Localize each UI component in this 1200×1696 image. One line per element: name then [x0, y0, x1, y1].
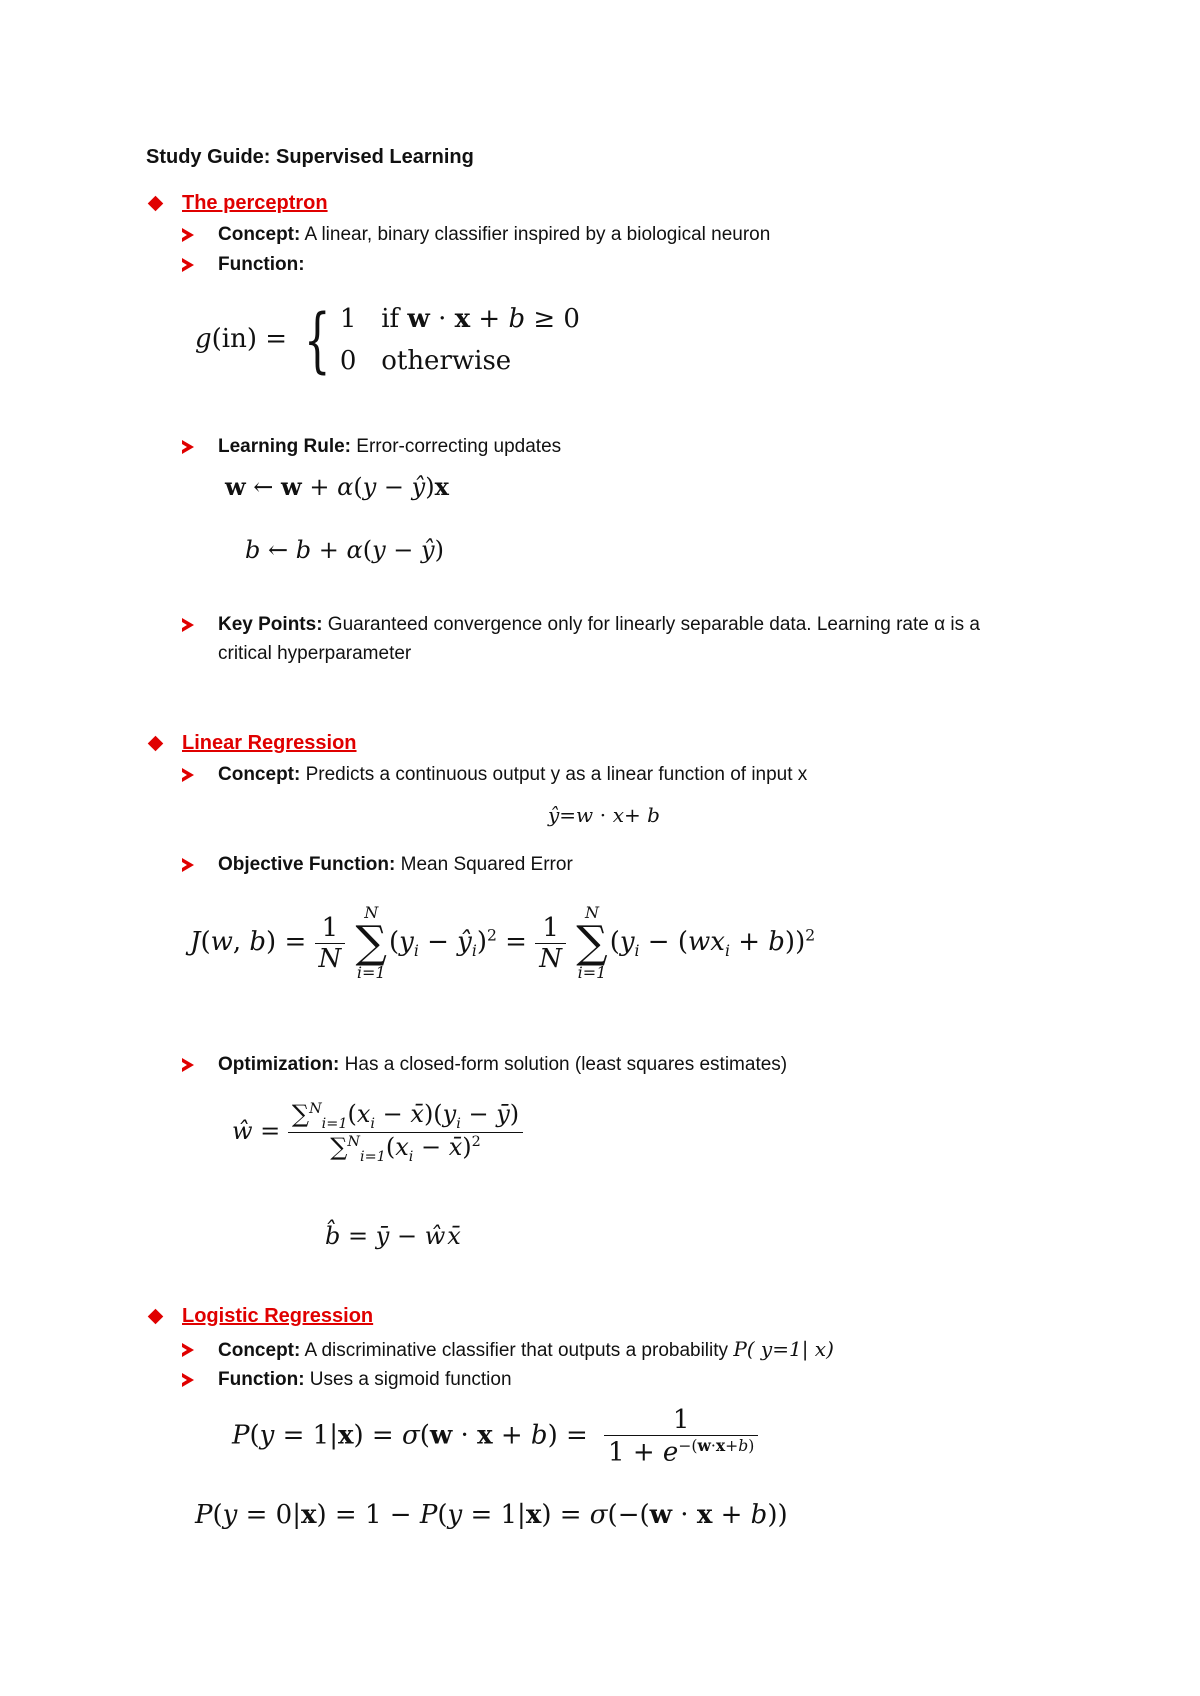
equation-p-zero: P(y = 0|x) = 1 − P(y = 1|x) = σ(−(w · x + b)) [195, 1500, 788, 1530]
arrow-bullet-icon [182, 618, 194, 632]
probability-expression: P( y=1| x) [733, 1337, 834, 1361]
section-heading: The perceptron [182, 192, 328, 214]
arrow-bullet-icon [182, 1058, 194, 1072]
bullet-text: Uses a sigmoid function [304, 1369, 512, 1390]
equation-w-hat: ŵ = $\frac{\sum^N_{i=1}(x_i - x̄)(y_i - ȳ)}{\sum^N_{i=1}(x_i - x̄)^2}$ [232, 1100, 523, 1165]
section-heading: Logistic Regression [182, 1305, 374, 1327]
arrow-bullet-icon [182, 258, 194, 272]
bullet-text: Predicts a continuous output y as a linear function of input x [300, 764, 808, 785]
arrow-bullet-icon [182, 858, 194, 872]
bullet-text: A discriminative classifier that outputs a probability [300, 1340, 734, 1361]
bullet-label: Objective Function: [218, 854, 396, 875]
bullet-label: Function: [218, 254, 305, 275]
bullet-text: Has a closed-form solution (least squares estimates) [339, 1054, 788, 1075]
equation-mse: J(w, b) = $\frac{1}{N}$ N ∑ i=1 ($y_i$ − $ŷ_i)^2$ = $\frac{1}{N}$ N ∑ i=1 $(y_i - (wx_i + b))^2$ [190, 903, 816, 982]
bullet-label: Concept: [218, 764, 301, 785]
bullet-text-cont: critical hyperparameter [218, 643, 412, 664]
arrow-bullet-icon [182, 768, 194, 782]
section-heading: Linear Regression [182, 732, 357, 754]
diamond-bullet-icon [148, 736, 164, 752]
bullet-text: Error-correcting updates [351, 436, 562, 457]
bullet-text: A linear, binary classifier inspired by a biological neuron [300, 224, 771, 245]
diamond-bullet-icon [148, 1309, 164, 1325]
bullet-label: Optimization: [218, 1054, 340, 1075]
bullet-label: Concept: [218, 224, 301, 245]
equation-linear-model: ŷ=w ⋅ x+ b [548, 803, 660, 827]
equation-bias-update: b ← b + α(y − ŷ) [245, 536, 444, 564]
bullet-label: Concept: [218, 1340, 301, 1361]
bullet-label: Learning Rule: [218, 436, 352, 457]
page-title: Study Guide: Supervised Learning [146, 146, 474, 168]
equation-b-hat: b̂ = ȳ − ŵx̄ [325, 1222, 461, 1250]
bullet-label: Key Points: [218, 614, 323, 635]
bullet-text: Mean Squared Error [395, 854, 573, 875]
equation-perceptron-function: g(in) = { 1 if w · x + b ≥ 0 0 otherwise [195, 299, 580, 381]
arrow-bullet-icon [182, 440, 194, 454]
bullet-label: Function: [218, 1369, 305, 1390]
equation-weight-update: w ← w + α(y − ŷ)x [225, 472, 449, 501]
equation-sigmoid: P(y = 1|x) = σ(w · x + b) = $\frac{1}{1 + e^{-(w\cdot x+b)}}$ [232, 1405, 758, 1468]
arrow-bullet-icon [182, 1373, 194, 1387]
arrow-bullet-icon [182, 1343, 194, 1357]
arrow-bullet-icon [182, 228, 194, 242]
diamond-bullet-icon [148, 196, 164, 212]
bullet-text: Guaranteed convergence only for linearly separable data. Learning rate α is a [322, 614, 980, 635]
